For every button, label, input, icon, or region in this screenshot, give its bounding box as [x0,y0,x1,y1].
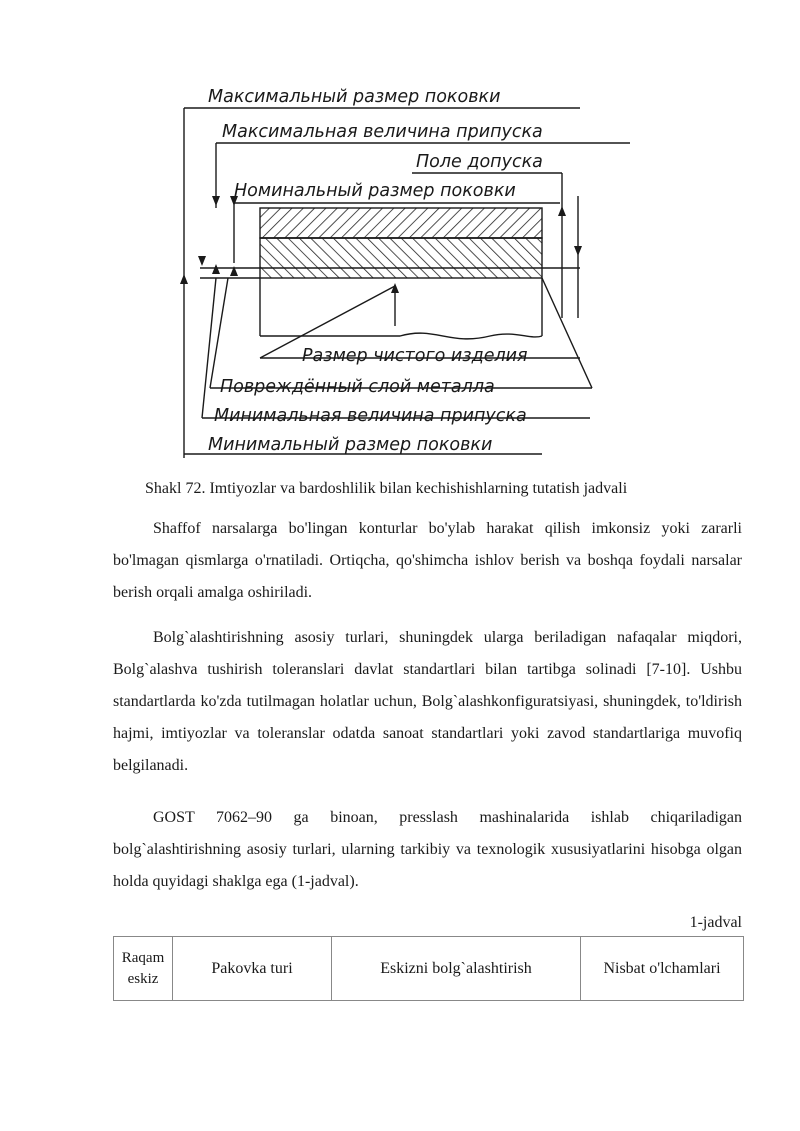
forging-types-table [113,936,744,1001]
label-tolerance-field: Поле допуска [416,152,543,172]
table-number-label: 1-jadval [689,914,742,931]
table-header-cell: Nisbat o'lchamlari [581,937,744,1001]
paragraph: GOST 7062–90 ga binoan, presslash mashinalarida ishlab chiqariladigan bolg`alashtirishning asosiy turlari, ularning tarkibiy va texnologik xususiyatlarini hisobga olgan holda quyidagi shaklga ega (1-jadval). [113,809,742,890]
label-max-allowance: Максимальная величина припуска [222,122,543,142]
label-min-allowance: Минимальная величина припуска [214,406,527,426]
table-header-cell: Eskizni bolg`alashtirish [332,937,581,1001]
allowance-tolerance-diagram [150,78,630,470]
table-header-cell: Raqam eskiz [114,937,173,1001]
figure-caption: Shakl 72. Imtiyozlar va bardoshlilik bilan kechishishlarning tutatish jadvali [145,480,628,497]
label-damaged-metal-layer: Повреждённый слой металла [220,377,495,397]
table-header-cell: Pakovka turi [173,937,332,1001]
paragraph: Shaffof narsalarga bo'lingan konturlar bo'ylab harakat qilish imkonsiz yoki zararli bo'lmagan qismlarga o'rnatiladi. Ortiqcha, qo'shimcha ishlov berish va boshqa foydali narsalar berish orqali amalga oshiriladi. [113,520,742,601]
label-max-forging-size: Максимальный размер поковки [208,87,501,107]
label-min-forging-size: Минимальный размер поковки [208,435,493,455]
table-header-row [114,937,744,1001]
label-finished-part-size: Размер чистого изделия [302,346,528,366]
paragraph: Bolg`alashtirishning asosiy turlari, shuningdek ularga beriladigan nafaqalar miqdori, Bolg`alashva tushirish toleranslari davlat standartlari bilan tartibga solinadi [7-10]. Ushbu standartlarda ko'zda tutilmagan holatlar uchun, Bolg`alashkonfiguratsiyasi, shuningdek, to'ldirish hajmi, imtiyozlar va toleranslar odatda sanoat standartlari yoki zavod standartlariga muvofiq belgilanadi. [113,629,742,774]
label-nominal-forging-size: Номинальный размер поковки [234,181,516,201]
